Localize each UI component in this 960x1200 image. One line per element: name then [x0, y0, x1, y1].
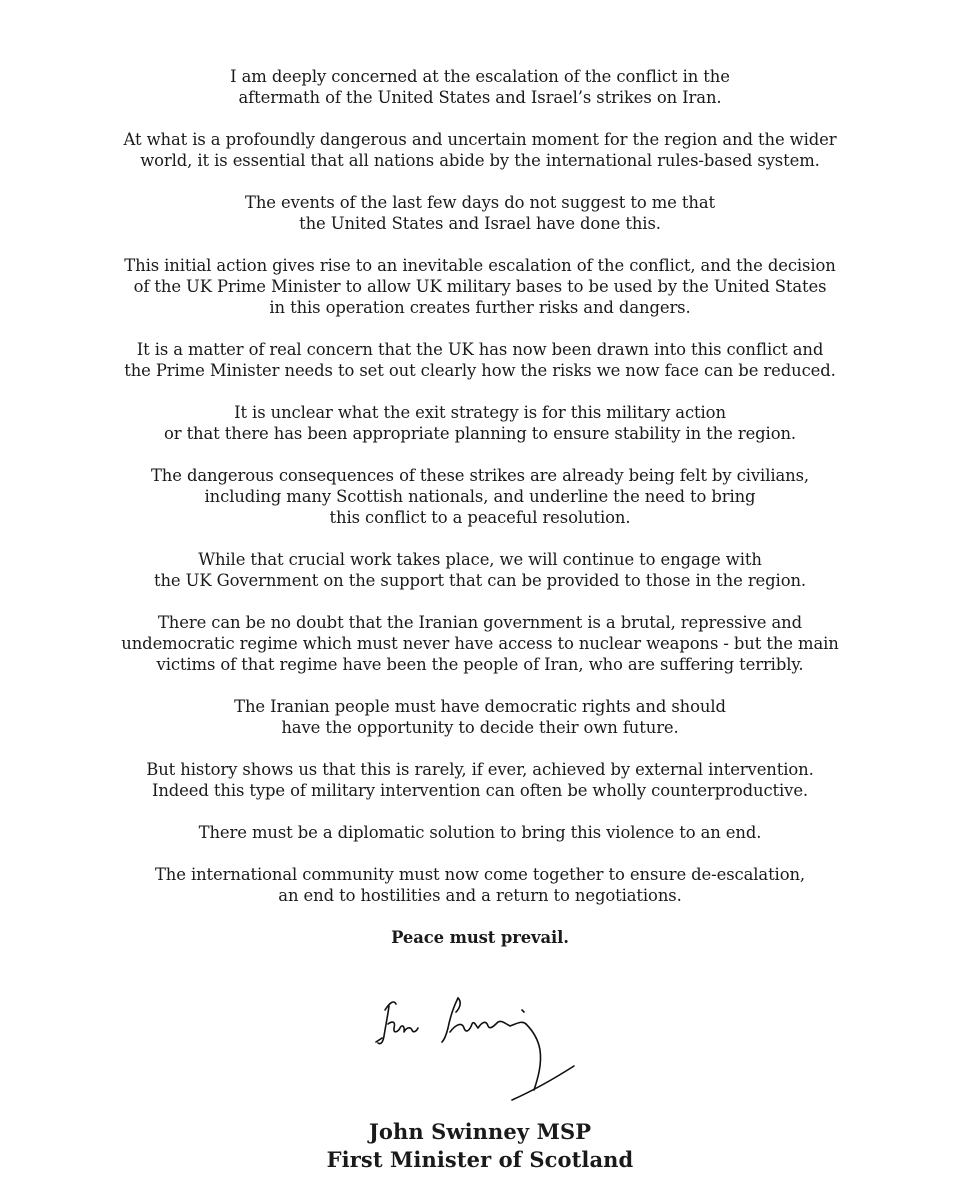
- text-line: Indeed this type of military intervention can often be wholly counterproductive.: [151, 781, 809, 800]
- text-line: or that there has been appropriate planning to ensure stability in the region.: [163, 424, 797, 443]
- paragraph-9: [60, 612, 900, 675]
- paragraph-2: [60, 129, 900, 171]
- text-line: including many Scottish nationals, and underline the need to bring: [204, 487, 756, 506]
- paragraph-11: [60, 759, 900, 801]
- text-line: There must be a diplomatic solution to bring this violence to an end.: [198, 823, 762, 842]
- text-line: The events of the last few days do not suggest to me that: [245, 193, 715, 212]
- text-line: the UK Government on the support that can be provided to those in the region.: [153, 571, 807, 590]
- paragraph-6: [60, 402, 900, 444]
- paragraph-8: [60, 549, 900, 591]
- text-line: of the UK Prime Minister to allow UK military bases to be used by the United States: [133, 277, 827, 296]
- signatory-name: John Swinney MSP: [368, 1119, 592, 1144]
- text-line: At what is a profoundly dangerous and uncertain moment for the region and the wider: [123, 130, 837, 149]
- signature-block: [0, 1118, 960, 1174]
- text-line: It is unclear what the exit strategy is for this military action: [234, 403, 726, 422]
- signatory-title: First Minister of Scotland: [326, 1147, 634, 1172]
- text-line: victims of that regime have been the people of Iran, who are suffering terribly.: [156, 655, 804, 674]
- paragraph-10: [60, 696, 900, 738]
- text-line: The dangerous consequences of these strikes are already being felt by civilians,: [150, 466, 810, 485]
- paragraph-7: [60, 465, 900, 528]
- text-line: this conflict to a peaceful resolution.: [329, 508, 631, 527]
- text-line: It is a matter of real concern that the UK has now been drawn into this conflict and: [136, 340, 824, 359]
- paragraph-5: [60, 339, 900, 381]
- text-line: aftermath of the United States and Israel’s strikes on Iran.: [238, 88, 722, 107]
- text-line: undemocratic regime which must never have access to nuclear weapons - but the main: [121, 634, 839, 653]
- text-line: There can be no doubt that the Iranian government is a brutal, repressive and: [157, 613, 803, 632]
- text-line: But history shows us that this is rarely, if ever, achieved by external intervention.: [146, 760, 814, 779]
- text-line: This initial action gives rise to an inevitable escalation of the conflict, and the decision: [124, 256, 836, 275]
- text-line: The Iranian people must have democratic rights and should: [234, 697, 726, 716]
- paragraph-13: [60, 864, 900, 906]
- paragraph-12: [60, 822, 900, 843]
- text-line: in this operation creates further risks and dangers.: [269, 298, 691, 317]
- text-line: have the opportunity to decide their own future.: [281, 718, 679, 737]
- text-line: While that crucial work takes place, we will continue to engage with: [198, 550, 762, 569]
- paragraph-3: [60, 192, 900, 234]
- text-line: I am deeply concerned at the escalation of the conflict in the: [230, 67, 730, 86]
- paragraph-4: [60, 255, 900, 318]
- handwritten-signature: [372, 988, 582, 1104]
- text-line: the United States and Israel have done this.: [299, 214, 661, 233]
- letter-body: [60, 66, 900, 948]
- text-line: the Prime Minister needs to set out clearly how the risks we now face can be reduced.: [124, 361, 836, 380]
- text-line: The international community must now come together to ensure de-escalation,: [154, 865, 806, 884]
- paragraph-1: [60, 66, 900, 108]
- text-line: world, it is essential that all nations abide by the international rules-based system.: [140, 151, 820, 170]
- text-line: an end to hostilities and a return to negotiations.: [278, 886, 682, 905]
- closing-line: Peace must prevail.: [391, 928, 569, 947]
